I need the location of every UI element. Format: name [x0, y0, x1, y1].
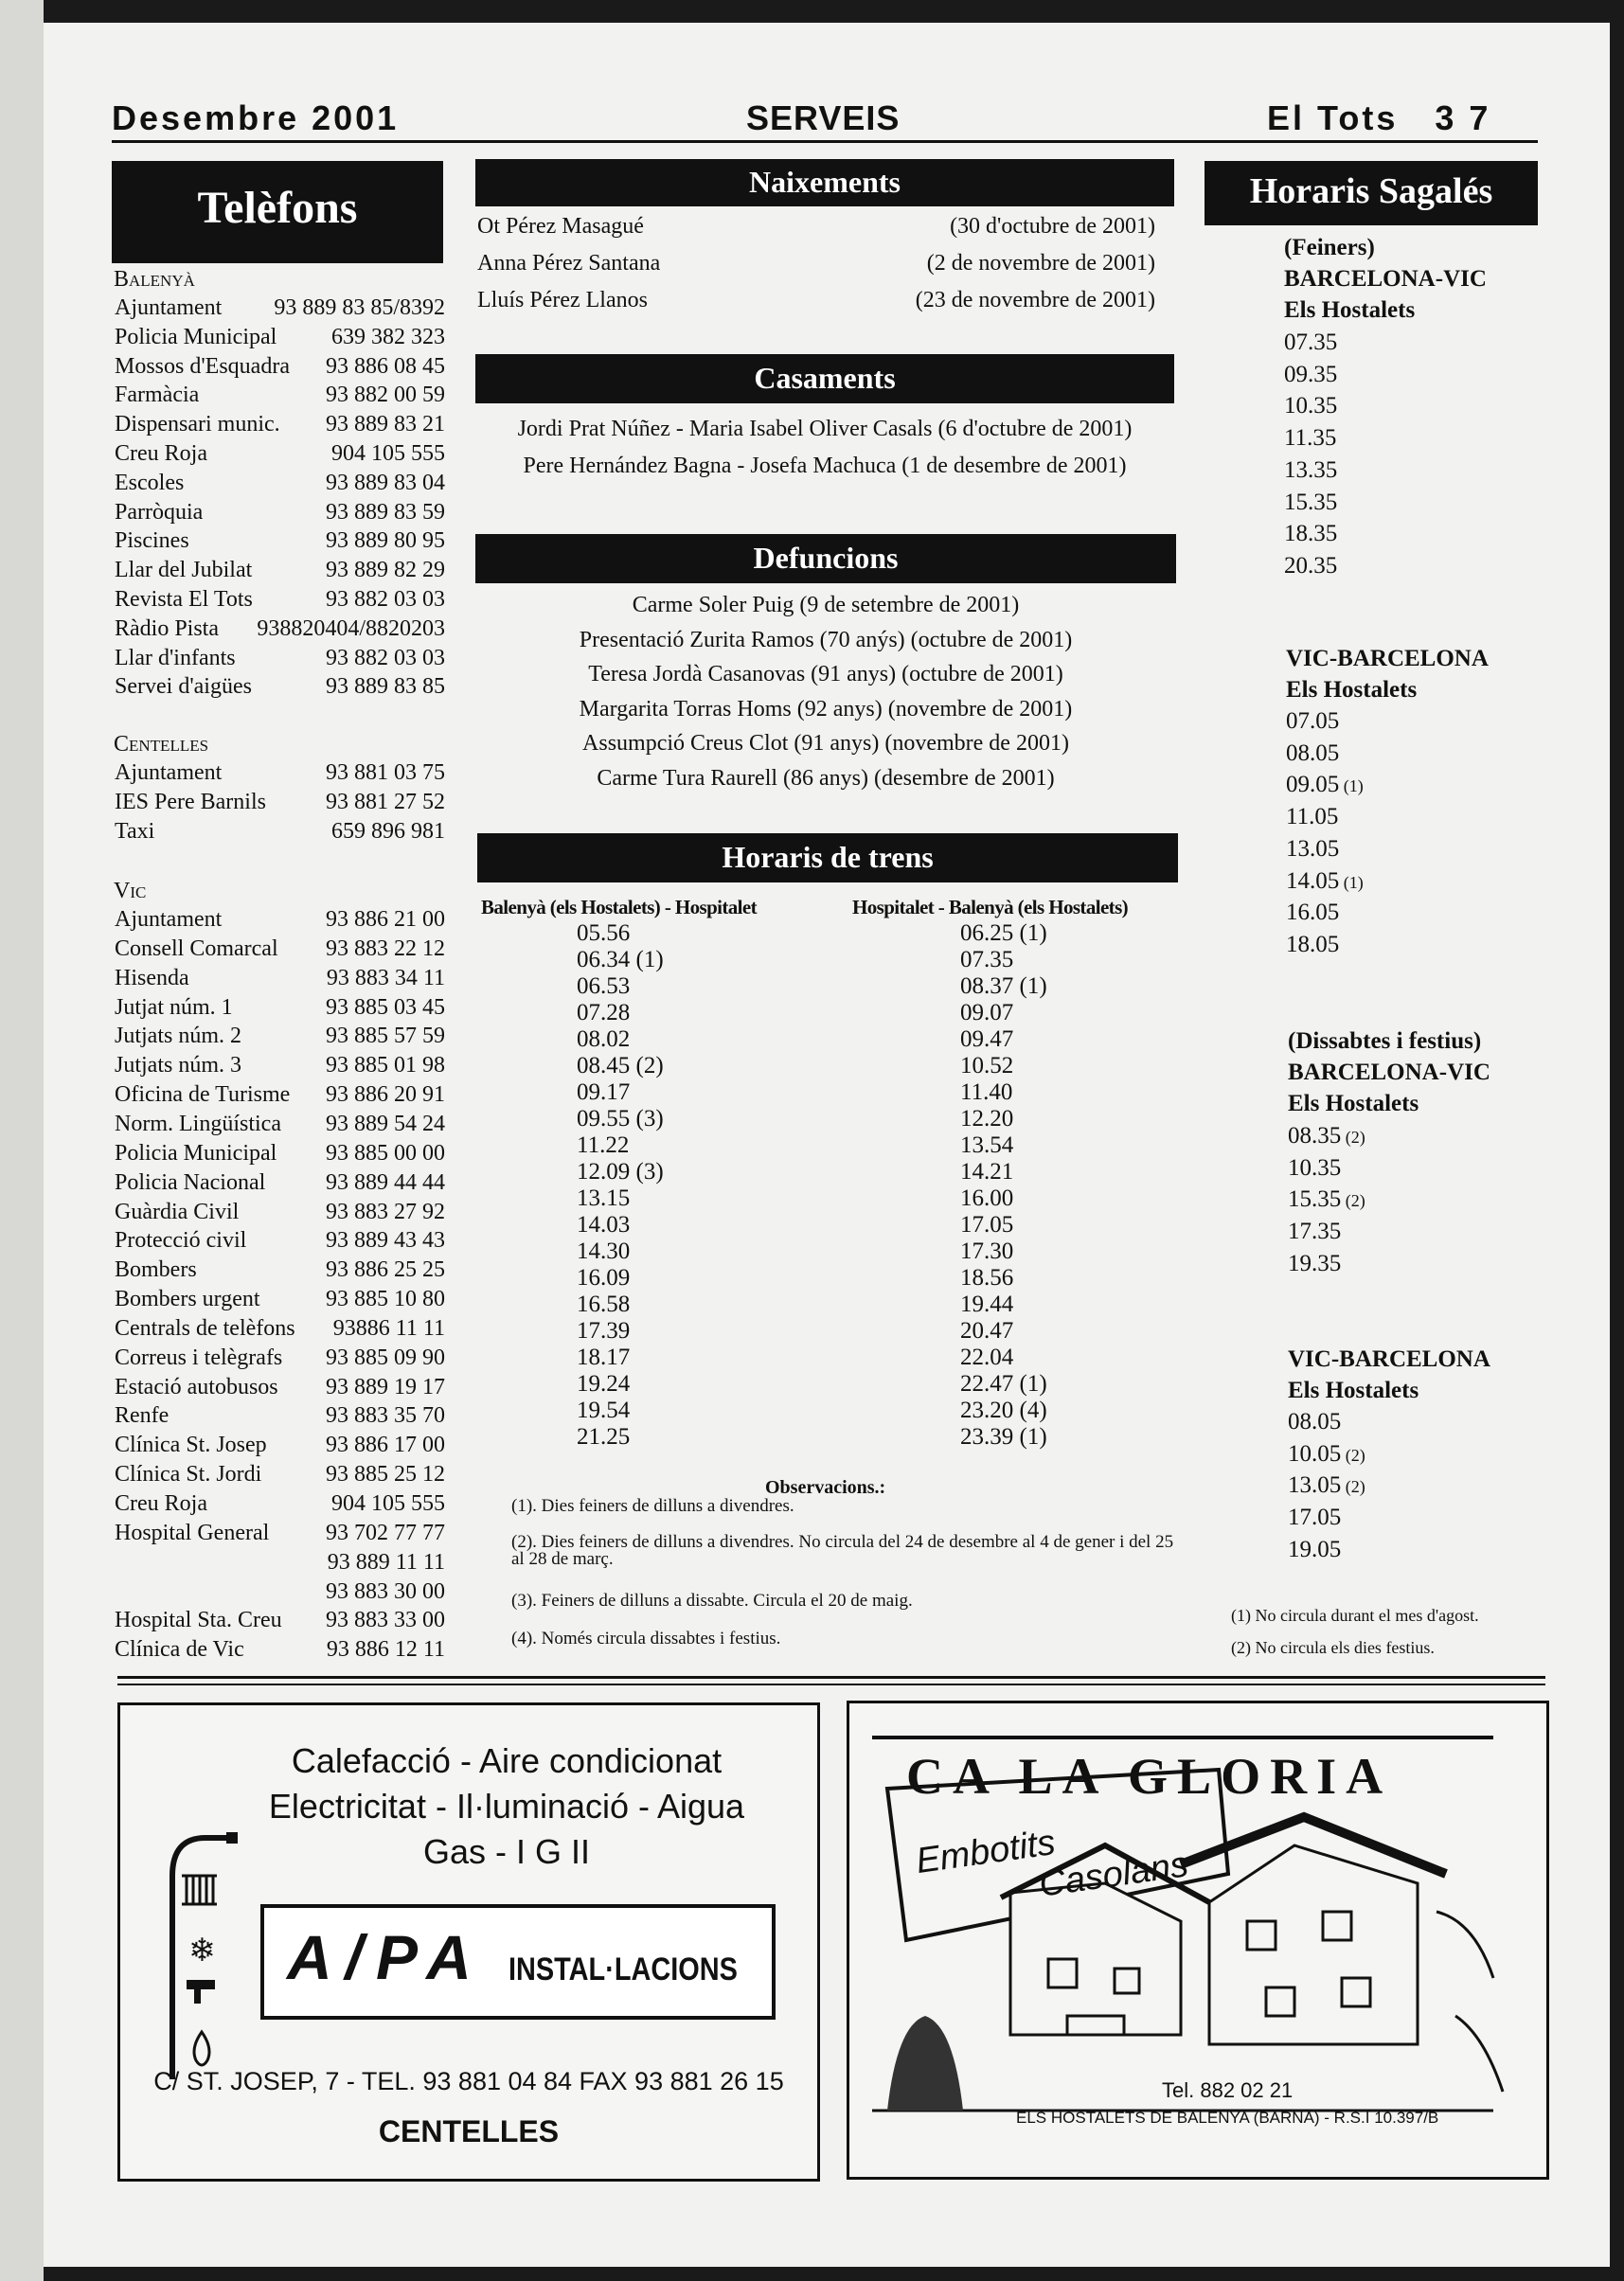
balenya-heading: Balenyà — [114, 267, 195, 292]
bus-time — [1284, 362, 1337, 388]
sagales-note-1: (1) No circula durant el mes d'agost. — [1231, 1606, 1479, 1625]
phone-entry-number: 93 889 83 21 — [326, 412, 445, 437]
obs-note-1: (1). Dies feiners de dilluns a divendres. — [511, 1496, 794, 1516]
bus-time — [1286, 772, 1364, 798]
phone-entry-name: Clínica St. Jordi — [115, 1462, 262, 1488]
casaments-title: Casaments — [475, 354, 1174, 403]
bus-time-value: 09.05 — [1286, 772, 1340, 798]
phone-entry-name: Correus i telègrafs — [115, 1345, 283, 1370]
train-time: 12.09 (3) — [577, 1159, 664, 1185]
train-time: 13.54 — [960, 1132, 1014, 1158]
naixement-date: (30 d'octubre de 2001) — [950, 214, 1155, 239]
bus-time — [1288, 1186, 1365, 1213]
phone-entry-number: 93 883 30 00 — [326, 1578, 445, 1604]
phone-entry-name: Estació autobusos — [115, 1374, 278, 1399]
obs-note-4: (4). Només circula dissabtes i festius. — [511, 1629, 781, 1648]
bus-time-value: 10.35 — [1288, 1154, 1342, 1181]
bus-time-note: (2) — [1341, 1128, 1365, 1147]
phone-entry-number: 93 889 83 59 — [326, 499, 445, 525]
bus-time-value: 08.05 — [1286, 740, 1340, 766]
phone-entry-name: Parròquia — [115, 499, 204, 525]
phone-entry-number: 93 886 25 25 — [326, 1257, 445, 1283]
bus-time — [1284, 457, 1337, 484]
phone-entry-number: 639 382 323 — [331, 324, 445, 349]
ad-gloria — [847, 1701, 1549, 2180]
phone-entry-name: Escoles — [115, 470, 185, 495]
train-time: 23.39 (1) — [960, 1424, 1047, 1450]
phone-entry-number: 93 889 83 85 — [326, 674, 445, 700]
bus-time-value: 10.05 — [1288, 1440, 1342, 1467]
train-time: 13.15 — [577, 1185, 631, 1211]
bus-time-value: 19.35 — [1288, 1250, 1342, 1276]
bus-time — [1284, 521, 1337, 547]
train-time: 16.00 — [960, 1185, 1014, 1211]
phone-entry-number: 93 889 83 04 — [326, 470, 445, 495]
phone-entry-number: 93 885 03 45 — [326, 994, 445, 1020]
phone-entry-number: 93 889 82 29 — [326, 558, 445, 583]
phone-entry-number: 93 885 10 80 — [326, 1287, 445, 1312]
bus-time-note: (2) — [1341, 1477, 1365, 1497]
bus-time-value: 18.35 — [1284, 521, 1338, 547]
telefons-title: Telèfons — [112, 161, 443, 263]
obs-note-3: (3). Feiners de dilluns a dissabte. Circula el 20 de maig. — [511, 1591, 913, 1611]
train-time: 06.53 — [577, 973, 631, 999]
obs-note-2: (2). Dies feiners de dilluns a divendres. No circula del 24 de desembre al 4 de gener i del 25 al 28 de març. — [511, 1532, 1174, 1569]
bus-time-value: 17.35 — [1288, 1219, 1342, 1245]
train-time: 08.02 — [577, 1026, 631, 1052]
train-time: 23.20 (4) — [960, 1398, 1047, 1423]
naixement-date: (23 de novembre de 2001) — [915, 288, 1155, 312]
defuncio-entry: Presentació Zurita Ramos (70 anýs) (octubre de 2001) — [579, 627, 1073, 652]
phone-entry-name: Piscines — [115, 528, 189, 554]
bus-time-value: 19.05 — [1288, 1536, 1342, 1562]
ad-aspa-line2: Electricitat - Il·luminació - Aigua — [268, 1787, 745, 1826]
phone-entry-name: Llar d'infants — [115, 645, 236, 670]
naixements-title: Naixements — [475, 159, 1174, 206]
defuncio-entry: Carme Soler Puig (9 de setembre de 2001) — [632, 593, 1020, 617]
vic-heading: Vic — [114, 879, 147, 903]
bus-time — [1284, 490, 1337, 516]
bus-time-note: (1) — [1339, 776, 1364, 796]
train-time: 08.37 (1) — [960, 973, 1047, 999]
bus-time-value: 16.05 — [1286, 900, 1340, 926]
train-time: 14.03 — [577, 1212, 631, 1238]
phone-entry-number: 93 881 03 75 — [326, 760, 445, 785]
phone-entry-name: Hospital Sta. Creu — [115, 1608, 282, 1633]
bus-time — [1286, 804, 1338, 830]
ad-aspa-icons — [149, 1800, 243, 2084]
phone-entry-number: 93 885 25 12 — [326, 1462, 445, 1488]
bus-time — [1284, 330, 1337, 356]
sagales-stop-4: Els Hostalets — [1288, 1378, 1419, 1403]
bus-time-value: 17.05 — [1288, 1505, 1342, 1531]
bus-time — [1284, 553, 1337, 579]
naixement-name: Anna Pérez Santana — [477, 251, 661, 276]
sagales-route-vb-1: VIC-BARCELONA — [1286, 646, 1489, 671]
defuncio-entry: Teresa Jordà Casanovas (91 anys) (octubre de 2001) — [588, 662, 1063, 687]
bus-time — [1286, 740, 1339, 767]
phone-entry-number: 93 881 27 52 — [326, 789, 445, 814]
train-time: 17.05 — [960, 1212, 1014, 1238]
phone-entry-name: Renfe — [115, 1403, 170, 1429]
sagales-feiners-label: (Feiners) — [1284, 235, 1375, 260]
ad-aspa-logo: A/PA — [287, 1922, 485, 1992]
bus-time-value: 13.05 — [1288, 1472, 1342, 1499]
phone-entry-number: 93 889 19 17 — [326, 1374, 445, 1399]
phone-entry-number: 904 105 555 — [331, 441, 445, 466]
header-date: Desembre 2001 — [112, 98, 400, 137]
phone-entry-name: Servei d'aigües — [115, 674, 252, 700]
bus-time-value: 18.05 — [1286, 931, 1340, 957]
sagales-stop-2: Els Hostalets — [1286, 677, 1418, 703]
phone-entry-name: Policia Nacional — [115, 1169, 266, 1195]
train-time: 14.30 — [577, 1239, 631, 1264]
train-time: 16.58 — [577, 1292, 631, 1317]
defuncio-entry: Margarita Torras Homs (92 anys) (novembre de 2001) — [579, 696, 1073, 722]
train-time: 12.20 — [960, 1106, 1014, 1132]
bus-time — [1288, 1472, 1365, 1499]
phone-entry-name: IES Pere Barnils — [115, 789, 266, 814]
ad-aspa-town: CENTELLES — [378, 2114, 560, 2148]
phone-entry-name: Policia Municipal — [115, 324, 277, 349]
phone-entry-name: Clínica St. Josep — [115, 1433, 267, 1458]
train-time: 21.25 — [577, 1424, 631, 1450]
train-time: 17.30 — [960, 1239, 1014, 1264]
train-time: 07.28 — [577, 1000, 631, 1025]
bus-time-value: 07.35 — [1284, 330, 1338, 355]
phone-entry-number: 93 889 44 44 — [326, 1169, 445, 1195]
phone-entry-number: 659 896 981 — [331, 818, 445, 844]
phone-entry-name: Centrals de telèfons — [115, 1315, 295, 1341]
bus-time-note: (1) — [1339, 872, 1364, 892]
naixement-name: Lluís Pérez Llanos — [477, 288, 648, 312]
train-time: 18.56 — [960, 1265, 1014, 1291]
phone-entry-number: 93 889 11 11 — [327, 1549, 445, 1575]
phone-entry-name: Revista El Tots — [115, 587, 253, 612]
phone-entry-number: 93 882 03 03 — [326, 645, 445, 670]
phone-entry-name: Ajuntament — [115, 295, 223, 320]
bus-time-value: 14.05 — [1286, 867, 1340, 894]
sagales-route-bv-1: BARCELONA-VIC — [1284, 266, 1487, 292]
phone-entry-name: Jutjats núm. 2 — [115, 1024, 242, 1049]
train-time: 14.21 — [960, 1159, 1014, 1185]
bus-time-value: 13.35 — [1284, 456, 1338, 483]
ads-rule-bottom — [117, 1684, 1545, 1685]
phone-entry-name: Policia Municipal — [115, 1140, 277, 1166]
phone-entry-number: 93 889 83 85/8392 — [274, 295, 445, 320]
sagales-note-2: (2) No circula els dies festius. — [1231, 1638, 1435, 1657]
bus-time-value: 08.35 — [1288, 1123, 1342, 1149]
train-time: 09.07 — [960, 1000, 1014, 1025]
phone-entry-number: 93 883 35 70 — [326, 1403, 445, 1429]
phone-entry-name: Norm. Lingüística — [115, 1111, 281, 1136]
trens-title: Horaris de trens — [477, 833, 1178, 882]
defuncions-title: Defuncions — [475, 534, 1176, 583]
phone-entry-number: 93 886 17 00 — [326, 1433, 445, 1458]
phone-entry-number: 93 885 09 90 — [326, 1345, 445, 1370]
ad-aspa-address: C/ ST. JOSEP, 7 - TEL. 93 881 04 84 FAX 93 881 26 15 — [153, 2067, 784, 2095]
bus-time — [1286, 868, 1364, 895]
phone-entry-number: 93 889 43 43 — [326, 1228, 445, 1254]
header-page: El Tots 3 7 — [1267, 98, 1491, 137]
phone-entry-number: 93 882 00 59 — [326, 383, 445, 408]
trens-col1-heading: Balenyà (els Hostalets) - Hospitalet — [481, 896, 758, 918]
sagales-stop-3: Els Hostalets — [1288, 1091, 1419, 1116]
phone-entry-number: 93 885 57 59 — [326, 1024, 445, 1049]
train-time: 18.17 — [577, 1345, 631, 1370]
train-time: 19.44 — [960, 1292, 1014, 1317]
phone-entry-name: Oficina de Turisme — [115, 1082, 291, 1108]
phone-entry-number: 93886 11 11 — [332, 1315, 445, 1341]
ad-gloria-line2: Casolans — [1036, 1844, 1191, 1905]
train-time: 11.40 — [960, 1079, 1013, 1105]
bus-time-value: 07.05 — [1286, 708, 1340, 734]
phone-entry-name: Dispensari munic. — [115, 412, 280, 437]
phone-entry-number: 904 105 555 — [331, 1491, 445, 1516]
phone-entry-name: Jutjats núm. 3 — [115, 1053, 242, 1078]
ad-gloria-address: ELS HOSTALETS DE BALENYA (BARNA) - R.S.I 10.397/B — [1016, 2109, 1439, 2127]
ads-rule-top — [117, 1676, 1545, 1679]
phone-entry-name: Ràdio Pista — [115, 615, 220, 641]
phone-entry-name: Llar del Jubilat — [115, 558, 253, 583]
sagales-festius-label: (Dissabtes i festius) — [1288, 1028, 1482, 1054]
phone-entry-name: Bombers — [115, 1257, 197, 1283]
sagales-route-vb-2: VIC-BARCELONA — [1288, 1346, 1490, 1372]
phone-entry-number: 93 885 00 00 — [326, 1140, 445, 1166]
bus-time — [1284, 393, 1337, 419]
train-time: 06.25 (1) — [960, 920, 1047, 946]
bus-time — [1286, 932, 1339, 958]
ad-aspa-line3: Gas - I G II — [422, 1832, 591, 1871]
train-time: 09.17 — [577, 1079, 631, 1105]
phone-entry-name: Clínica de Vic — [115, 1637, 244, 1663]
train-time: 11.22 — [577, 1132, 630, 1158]
bus-time — [1286, 708, 1339, 735]
bus-time — [1288, 1537, 1341, 1563]
bus-time — [1288, 1123, 1365, 1149]
train-time: 09.55 (3) — [577, 1106, 664, 1132]
phone-entry-name: Consell Comarcal — [115, 936, 278, 961]
bus-time-note: (2) — [1341, 1191, 1365, 1211]
train-time: 07.35 — [960, 947, 1014, 972]
centelles-heading: Centelles — [114, 732, 209, 757]
observacions-title: Observacions.: — [765, 1477, 886, 1498]
bus-time-value: 10.35 — [1284, 393, 1338, 419]
phone-entry-name: Hospital General — [115, 1520, 270, 1545]
train-time: 20.47 — [960, 1318, 1014, 1344]
phone-entry-name: Mossos d'Esquadra — [115, 353, 290, 379]
bus-time — [1286, 900, 1339, 926]
phone-entry-name: Creu Roja — [115, 1491, 207, 1516]
phone-entry-number: 93 889 80 95 — [326, 528, 445, 554]
bus-time — [1288, 1219, 1341, 1245]
phone-entry-number: 93 885 01 98 — [326, 1053, 445, 1078]
train-time: 10.52 — [960, 1053, 1014, 1078]
phone-entry-name: Taxi — [115, 818, 155, 844]
naixement-date: (2 de novembre de 2001) — [926, 251, 1155, 276]
ad-aspa — [117, 1702, 820, 2182]
phone-entry-number: 93 882 03 03 — [326, 587, 445, 612]
defuncio-entry: Carme Tura Raurell (86 anys) (desembre de 2001) — [597, 766, 1055, 791]
phone-entry-number: 93 889 54 24 — [326, 1111, 445, 1136]
phone-entry-number: 93 883 34 11 — [326, 965, 445, 990]
phone-entry-number: 93 886 21 00 — [326, 907, 445, 932]
bus-time — [1284, 425, 1336, 452]
bus-time-value: 09.35 — [1284, 361, 1338, 387]
bus-time-value: 13.05 — [1286, 835, 1340, 862]
ad-aspa-line1: Calefacció - Aire condicionat — [291, 1741, 723, 1780]
ad-gloria-line1: Embotits — [913, 1822, 1058, 1882]
header-rule — [112, 140, 1538, 143]
phone-entry-number: 93 883 27 92 — [326, 1199, 445, 1224]
phone-entry-name: Creu Roja — [115, 441, 207, 466]
phone-entry-name: Jutjat núm. 1 — [115, 994, 233, 1020]
phone-entry-name: Ajuntament — [115, 907, 223, 932]
ad-gloria-tel: Tel. 882 02 21 — [1162, 2078, 1294, 2102]
trens-col2-heading: Hospitalet - Balenyà (els Hostalets) — [852, 896, 1129, 918]
train-time: 08.45 (2) — [577, 1053, 664, 1078]
bus-time-value: 15.35 — [1288, 1186, 1342, 1213]
train-time: 19.24 — [577, 1371, 631, 1397]
phone-entry-number: 938820404/8820203 — [257, 615, 445, 641]
bus-time-value: 11.05 — [1286, 804, 1339, 830]
train-time: 19.54 — [577, 1398, 631, 1423]
ad-aspa-logo-box — [260, 1904, 776, 2020]
bus-time-value: 20.35 — [1284, 552, 1338, 579]
header-section: SERVEIS — [746, 98, 901, 137]
train-time: 16.09 — [577, 1265, 631, 1291]
bus-time-note: (2) — [1341, 1445, 1365, 1465]
train-time: 06.34 (1) — [577, 947, 664, 972]
naixement-name: Ot Pérez Masagué — [477, 214, 644, 239]
phone-entry-name: Farmàcia — [115, 383, 200, 408]
phone-entry-name: Protecció civil — [115, 1228, 247, 1254]
bus-time — [1288, 1155, 1341, 1182]
sagales-route-bv-2: BARCELONA-VIC — [1288, 1060, 1490, 1085]
casament-entry: Jordi Prat Núñez - Maria Isabel Oliver Casals (6 d'octubre de 2001) — [517, 417, 1133, 441]
page-binding-edge — [0, 0, 44, 2281]
bus-time — [1288, 1409, 1341, 1435]
bus-time — [1288, 1505, 1341, 1531]
sagales-stop-1: Els Hostalets — [1284, 297, 1416, 323]
phone-entry-name: Bombers urgent — [115, 1287, 260, 1312]
casament-entry: Pere Hernández Bagna - Josefa Machuca (1 de desembre de 2001) — [523, 454, 1127, 478]
phone-entry-number: 93 702 77 77 — [326, 1520, 445, 1545]
bus-time — [1288, 1441, 1365, 1468]
defuncio-entry: Assumpció Creus Clot (91 anys) (novembre de 2001) — [582, 731, 1069, 757]
phone-entry-name: Hisenda — [115, 965, 189, 990]
bus-time-value: 15.35 — [1284, 489, 1338, 515]
bus-time — [1288, 1251, 1341, 1277]
bus-time-value: 11.35 — [1284, 425, 1337, 452]
phone-entry-number: 93 886 20 91 — [326, 1082, 445, 1108]
train-time: 22.04 — [960, 1345, 1014, 1370]
phone-entry-number: 93 886 12 11 — [326, 1637, 445, 1663]
train-time: 17.39 — [577, 1318, 631, 1344]
train-time: 22.47 (1) — [960, 1371, 1047, 1397]
phone-entry-number: 93 883 22 12 — [326, 936, 445, 961]
phone-entry-number: 93 883 33 00 — [326, 1608, 445, 1633]
phone-entry-name: Ajuntament — [115, 760, 223, 785]
svg-text:❄: ❄ — [188, 1932, 216, 1969]
ad-gloria-title: CA LA GLORIA — [906, 1748, 1393, 1805]
sagales-title: Horaris Sagalés — [1205, 161, 1538, 225]
bus-time — [1286, 836, 1339, 863]
phone-entry-number: 93 886 08 45 — [326, 353, 445, 379]
phone-entry-name: Guàrdia Civil — [115, 1199, 240, 1224]
train-time: 05.56 — [577, 920, 631, 946]
bus-time-value: 08.05 — [1288, 1409, 1342, 1435]
ad-aspa-logo-sub: INSTAL·LACIONS — [509, 1951, 738, 1987]
train-time: 09.47 — [960, 1026, 1014, 1052]
